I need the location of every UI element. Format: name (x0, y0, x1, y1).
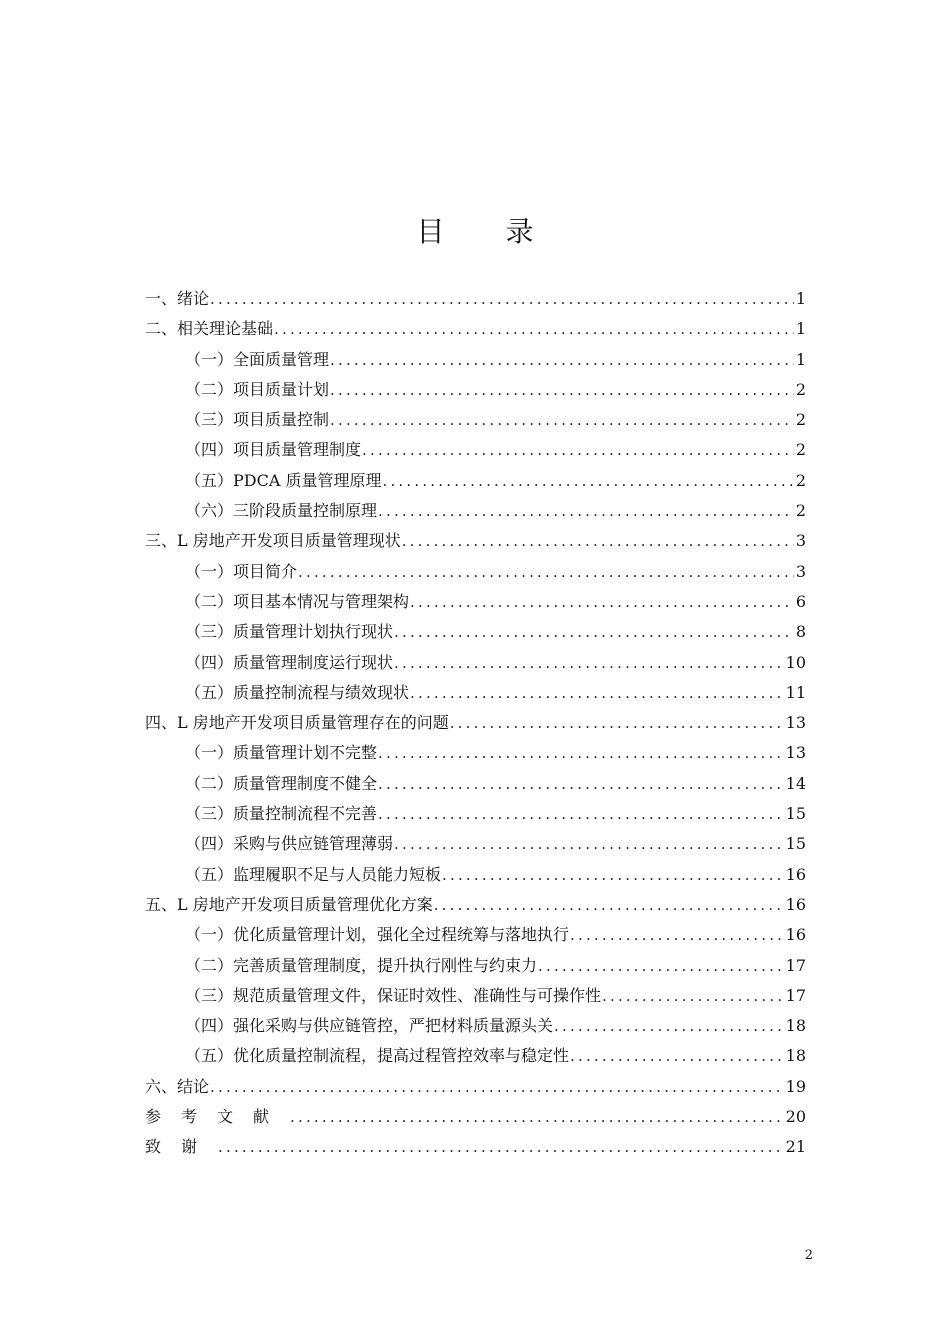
toc-entry[interactable] (145, 648, 806, 678)
toc-dot-leader (290, 1102, 784, 1132)
toc-entry[interactable] (145, 617, 806, 647)
toc-entry-label: （一）质量管理计划不完整 (185, 743, 378, 763)
toc-dot-leader (330, 405, 794, 435)
toc-entry-label: 一、绪论 (145, 289, 210, 308)
toc-entry-label: （五）质量控制流程与绩效现状 (185, 682, 410, 702)
toc-entry[interactable] (145, 435, 806, 465)
toc-entry-label: 四、L 房地产开发项目质量管理存在的问题 (145, 713, 449, 733)
toc-dot-leader (378, 496, 794, 526)
toc-entry-label: （五）PDCA 质量管理原理 (185, 470, 382, 490)
toc-entry-label: （三）规范质量管理文件，保证时效性、准确性与可操作性 (185, 985, 602, 1005)
toc-dot-leader (394, 617, 794, 647)
toc-dot-leader (298, 557, 794, 587)
toc-entry-page: 19 (785, 1076, 806, 1096)
toc-entry-label: 参考文献 (145, 1107, 290, 1127)
toc-dot-leader (442, 860, 784, 890)
toc-dot-leader (394, 829, 784, 859)
toc-entry-page: 11 (785, 682, 806, 702)
toc-entry[interactable] (145, 678, 806, 708)
toc-dot-leader (410, 678, 784, 708)
toc-entry[interactable] (145, 981, 806, 1011)
toc-entry-page: 3 (795, 531, 806, 551)
toc-entry[interactable] (145, 314, 806, 344)
toc-entry-label: （四）质量管理制度运行现状 (185, 652, 394, 672)
toc-entry-page: 17 (785, 955, 806, 975)
toc-entry-label: （一）优化质量管理计划，强化全过程统筹与落地执行 (185, 925, 570, 945)
toc-entry-label: （四）强化采购与供应链管控，严把材料质量源头关 (185, 1016, 554, 1036)
toc-entry-page: 2 (795, 410, 806, 430)
toc-entry[interactable] (145, 345, 806, 375)
toc-entry[interactable] (145, 284, 806, 314)
toc-entry[interactable] (145, 890, 806, 920)
toc-dot-leader (554, 1011, 784, 1041)
toc-entry-label: （二）项目质量计划 (185, 379, 330, 399)
toc-entry-label: （五）监理履职不足与人员能力短板 (185, 864, 442, 884)
toc-entry-label: （三）质量控制流程不完善 (185, 804, 378, 824)
toc-entry[interactable] (145, 951, 806, 981)
toc-entry[interactable] (145, 557, 806, 587)
toc-entry-page: 16 (785, 894, 806, 914)
toc-dot-leader (434, 890, 784, 920)
toc-entry-label: 六、结论 (145, 1076, 210, 1096)
toc-entry-label: （六）三阶段质量控制原理 (185, 501, 378, 521)
toc-entry[interactable] (145, 526, 806, 556)
toc-dot-leader (382, 466, 793, 496)
toc-dot-leader (602, 981, 784, 1011)
toc-entry[interactable] (145, 466, 806, 496)
toc-dot-leader (362, 435, 794, 465)
page-number: 2 (804, 1248, 813, 1263)
toc-entry-page: 15 (785, 834, 806, 854)
toc-entry-label: （三）项目质量控制 (185, 410, 330, 430)
toc-entry-page: 13 (785, 713, 806, 733)
toc-entry-page: 15 (785, 804, 806, 824)
toc-entry[interactable] (145, 405, 806, 435)
toc-entry-page: 3 (795, 561, 806, 581)
toc-entry-page: 20 (785, 1107, 806, 1127)
toc-entry-label: （二）完善质量管理制度，提升执行刚性与约束力 (185, 955, 538, 975)
toc-entry[interactable] (145, 1072, 806, 1102)
toc-entry[interactable] (145, 920, 806, 950)
toc-entry[interactable] (145, 799, 806, 829)
toc-dot-leader (378, 738, 784, 768)
toc-entry-label: （四）项目质量管理制度 (185, 440, 362, 460)
toc-entry-label: 致谢 (145, 1137, 218, 1157)
toc-entry-page: 18 (785, 1046, 806, 1066)
toc-dot-leader (450, 708, 784, 738)
toc-entry-page: 2 (795, 379, 806, 399)
toc-entry-page: 2 (795, 440, 806, 460)
toc-entry[interactable] (145, 769, 806, 799)
toc-entry-label: 三、L 房地产开发项目质量管理现状 (145, 531, 401, 551)
toc-entry[interactable] (145, 1041, 806, 1071)
toc-entry-label: 五、L 房地产开发项目质量管理优化方案 (145, 894, 433, 914)
toc-entry[interactable] (145, 375, 806, 405)
page-title: 目 录 (416, 215, 560, 248)
toc-dot-leader (570, 1041, 784, 1071)
toc-dot-leader (570, 920, 784, 950)
toc-dot-leader (402, 526, 794, 556)
toc-dot-leader (538, 951, 784, 981)
toc-entry-page: 1 (795, 319, 806, 339)
toc-entry-page: 10 (785, 652, 806, 672)
toc-dot-leader (410, 587, 794, 617)
toc-dot-leader (218, 1132, 784, 1162)
toc-entry-page: 2 (795, 470, 806, 490)
toc-entry[interactable] (145, 829, 806, 859)
toc-dot-leader (274, 314, 794, 344)
toc-entry-label: （一）项目简介 (185, 561, 298, 581)
toc-entry[interactable] (145, 1102, 806, 1132)
toc-entry[interactable] (145, 1132, 806, 1162)
toc-entry-page: 6 (795, 591, 806, 611)
toc-entry-label: （二）项目基本情况与管理架构 (185, 591, 410, 611)
toc-entry-label: （一）全面质量管理 (185, 349, 330, 369)
toc-entry-page: 16 (785, 925, 806, 945)
toc-entry-page: 13 (785, 743, 806, 763)
toc-dot-leader (378, 799, 784, 829)
toc-entry-page: 21 (785, 1137, 806, 1157)
toc-entry-page: 2 (795, 501, 806, 521)
table-of-contents (145, 284, 806, 1163)
toc-entry-label: 二、相关理论基础 (145, 319, 274, 339)
toc-entry[interactable] (145, 708, 806, 738)
toc-entry-label: （四）采购与供应链管理薄弱 (185, 834, 394, 854)
toc-entry[interactable] (145, 738, 806, 768)
toc-dot-leader (330, 345, 794, 375)
toc-entry[interactable] (145, 1011, 806, 1041)
toc-entry-page: 16 (785, 864, 806, 884)
toc-entry[interactable] (145, 496, 806, 526)
toc-entry-page: 17 (785, 985, 806, 1005)
toc-dot-leader (330, 375, 794, 405)
toc-entry[interactable] (145, 587, 806, 617)
toc-entry-page: 1 (795, 289, 806, 308)
toc-entry-label: （二）质量管理制度不健全 (185, 773, 378, 793)
toc-entry-label: （五）优化质量控制流程，提高过程管控效率与稳定性 (185, 1046, 570, 1066)
toc-entry-page: 18 (785, 1016, 806, 1036)
toc-dot-leader (394, 648, 784, 678)
toc-entry[interactable] (145, 860, 806, 890)
toc-entry-page: 14 (785, 773, 806, 793)
toc-dot-leader (210, 284, 794, 314)
toc-dot-leader (210, 1072, 784, 1102)
toc-dot-leader (378, 769, 784, 799)
toc-entry-page: 1 (795, 349, 806, 369)
toc-entry-page: 8 (795, 622, 806, 642)
toc-entry-label: （三）质量管理计划执行现状 (185, 622, 394, 642)
